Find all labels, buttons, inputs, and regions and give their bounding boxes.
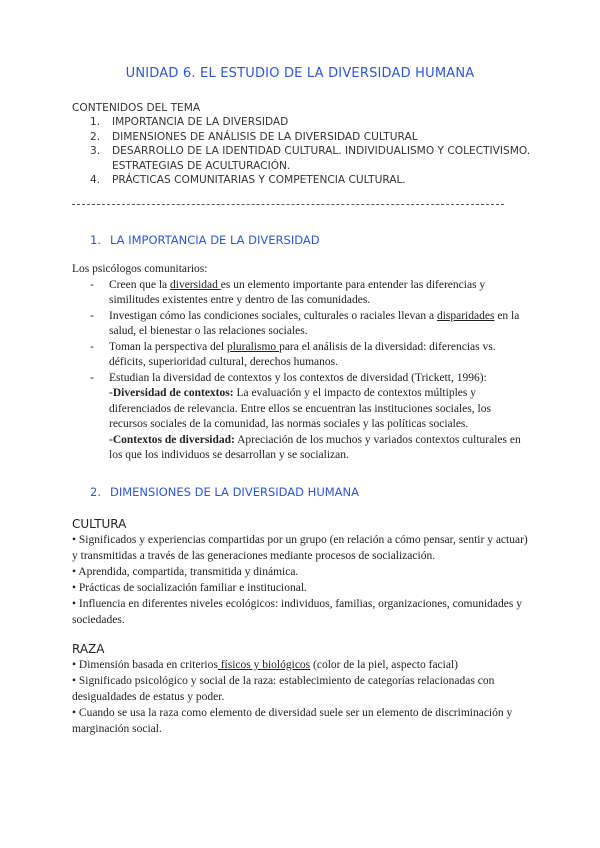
contents-item	[72, 115, 542, 129]
bullet-item: • Influencia en diferentes niveles ecológicos: individuos, familias, organizaciones, comunidades y sociedades.	[72, 598, 522, 626]
contents-item-text: DESARROLLO DE LA IDENTIDAD CULTURAL. INDIVIDUALISMO Y COLECTIVISMO. ESTRATEGIAS DE ACULTURACIÓN.	[112, 145, 531, 172]
section1-number: 1.	[90, 233, 101, 247]
bullet-item: • Dimensión basada en criterios físicos y biológicos (color de la piel, aspecto facial)	[72, 659, 458, 671]
contents-item-number: 2.	[90, 130, 101, 143]
section2-title: DIMENSIONES DE LA DIVERSIDAD HUMANA	[110, 485, 359, 499]
bullet-item: • Cuando se usa la raza como elemento de diversidad suele ser un elemento de discriminación y marginación social.	[72, 707, 513, 735]
contents-item-text: IMPORTANCIA DE LA DIVERSIDAD	[112, 116, 289, 129]
contents-item	[72, 173, 542, 187]
raza-bullets	[72, 657, 528, 737]
list-item: - Toman la perspectiva del pluralismo para el análisis de la diversidad: diferencias vs. déficits, superioridad cultural, derechos humanos.	[90, 340, 496, 368]
bullet-item: • Significado psicológico y social de la raza: establecimiento de categorías relacionadas con desigualdades de estatus y poder.	[72, 675, 495, 703]
contents-item	[72, 144, 542, 173]
cultura-bullets	[72, 532, 528, 628]
page-title: UNIDAD 6. EL ESTUDIO DE LA DIVERSIDAD HUMANA	[125, 66, 475, 81]
sub-item: -Contextos de diversidad: Apreciación de los muchos y variados contextos culturales en los que los individuos se desarrollan y se socializan.	[109, 433, 521, 461]
section2-number: 2.	[90, 485, 101, 499]
contents-item	[72, 130, 542, 144]
bullet-item: • Aprendida, compartida, transmitida y dinámica.	[72, 566, 299, 578]
list-item: - Creen que la diversidad es un elemento importante para entender las diferencias y similitudes existentes entre y dentro de las comunidades.	[90, 278, 486, 306]
table-of-contents	[72, 101, 542, 187]
raza-heading: RAZA	[72, 642, 105, 656]
section1-list	[72, 278, 528, 464]
section1-intro: Los psicólogos comunitarios:	[72, 263, 208, 275]
contents-heading: CONTENIDOS DEL TEMA	[72, 102, 201, 114]
bullet-item: • Significados y experiencias compartidas por un grupo (en relación a cómo pensar, sentir y actuar) y transmitidas a través de las generaciones mediante procesos de socialización.	[72, 534, 528, 562]
contents-item-number: 3.	[90, 145, 101, 158]
bullet-item: • Prácticas de socialización familiar e institucional.	[72, 582, 307, 594]
underlined-term: diversidad	[170, 278, 221, 291]
section1-title: LA IMPORTANCIA DE LA DIVERSIDAD	[110, 233, 320, 247]
section1-body	[72, 262, 528, 464]
contents-item-text: PRÁCTICAS COMUNITARIAS Y COMPETENCIA CULTURAL.	[112, 174, 406, 187]
contents-list	[72, 115, 542, 187]
cultura-heading: CULTURA	[72, 517, 127, 531]
list-item: - Estudian la diversidad de contextos y los contextos de diversidad (Trickett, 1996): -Diversidad de contextos: La evaluación y el impacto de contextos múltiples y diferenciados de relevancia. Entre ellos se encuentran las instituciones sociales, los recursos sociales de la comunidad, las normas sociales y las políticas sociales. -Contextos de diversidad: Apreciación de los muchos y variados contextos culturales en los que los individuos se desarrollan y se socializan.	[72, 371, 528, 464]
contents-item-number: 4.	[90, 174, 101, 187]
section1-heading	[90, 233, 320, 247]
sub-item: -Diversidad de contextos: La evaluación y el impacto de contextos múltiples y diferenciados de relevancia. Entre ellos se encuentran las instituciones sociales, los recursos sociales de la comunidad, las normas sociales y las políticas sociales.	[109, 387, 491, 430]
underlined-term: físicos y biológicos	[217, 659, 311, 671]
list-item: - Investigan cómo las condiciones sociales, culturales o raciales llevan a disparidades en la salud, el bienestar o las relaciones sociales.	[90, 309, 520, 337]
underlined-term: disparidades	[436, 309, 495, 322]
contents-item-text: DIMENSIONES DE ANÁLISIS DE LA DIVERSIDAD CULTURAL	[112, 130, 418, 143]
underlined-term: pluralismo	[226, 340, 280, 353]
section2-heading	[90, 485, 359, 499]
section-divider	[72, 204, 504, 205]
contents-item-number: 1.	[90, 116, 101, 129]
